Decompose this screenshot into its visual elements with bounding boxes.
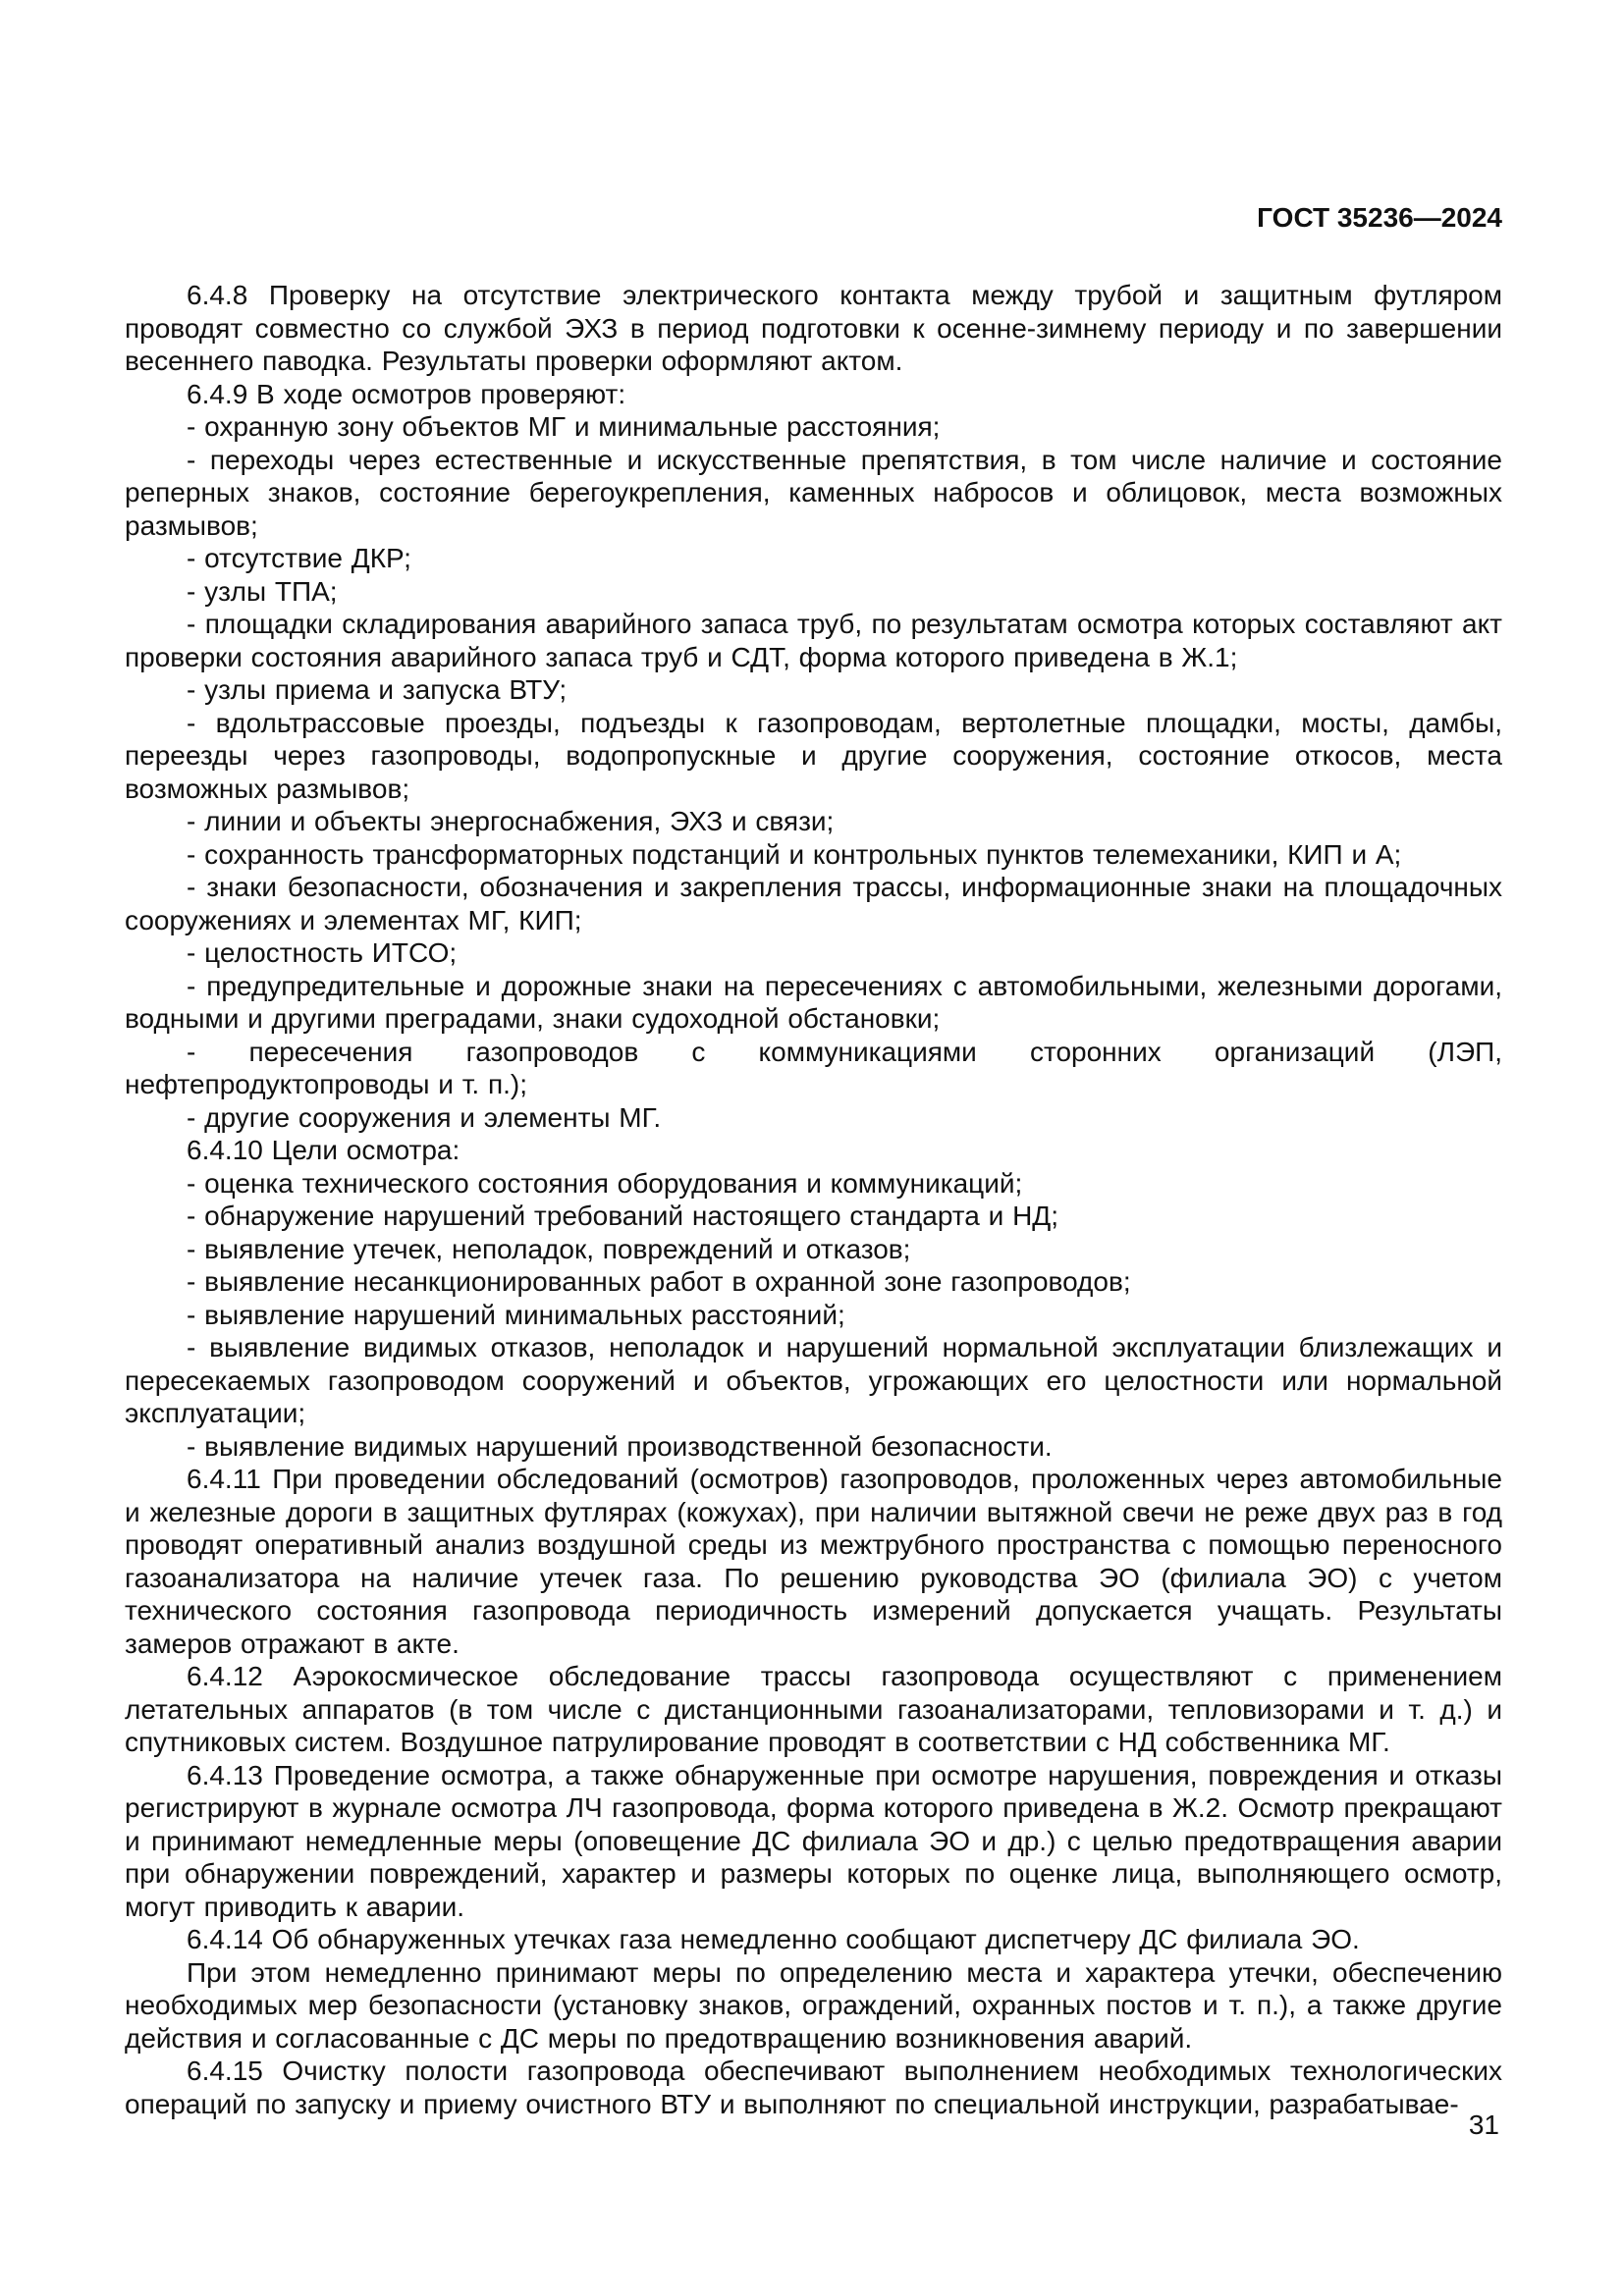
paragraph: - пересечения газопроводов с коммуникациями сторонних организаций (ЛЭП, нефтепродуктопроводы и т. п.); [125, 1036, 1502, 1099]
paragraph: 6.4.10 Цели осмотра: [187, 1135, 460, 1165]
paragraph: - целостность ИТСО; [187, 937, 458, 968]
paragraph: - обнаружение нарушений требований настоящего стандарта и НД; [187, 1201, 1059, 1231]
paragraph: - другие сооружения и элементы МГ. [187, 1101, 662, 1133]
paragraph: - знаки безопасности, обозначения и закрепления трассы, информационные знаки на площадочных сооружениях и элементах МГ, КИП; [125, 872, 1502, 935]
paragraph: - узлы ТПА; [187, 575, 338, 607]
paragraph: - предупредительные и дорожные знаки на пересечениях с автомобильными, железными дорогами, водными и другими преградами, знаки судоходной обстановки; [125, 970, 1502, 1034]
paragraph: - выявление видимых нарушений производственной безопасности. [187, 1430, 1053, 1462]
paragraph: - выявление видимых отказов, неполадок и нарушений нормальной эксплуатации близлежащих и пересекаемых газопроводом сооружений и объектов, угрожающих его целостности или нормальной эксплуатации; [125, 1332, 1502, 1428]
paragraph: 6.4.8 Проверку на отсутствие электрического контакта между трубой и защитным футляром проводят совместно со службой ЭХЗ в период подготовки к осенне-зимнему периоду и по завершении весеннего паводка. Результаты проверки оформляют актом. [125, 280, 1502, 376]
document-header: ГОСТ 35236—2024 [1257, 202, 1502, 233]
paragraph: - сохранность трансформаторных подстанций и контрольных пунктов телемеханики, КИП и А; [187, 838, 1402, 870]
paragraph: - выявление несанкционированных работ в охранной зоне газопроводов; [187, 1266, 1131, 1297]
paragraph: - вдольтрассовые проезды, подъезды к газопроводам, вертолетные площадки, мосты, дамбы, переезды через газопроводы, водопропускные и другие сооружения, состояние откосов, места возможных размывов; [125, 707, 1502, 804]
paragraph: 6.4.11 При проведении обследований (осмотров) газопроводов, проложенных через автомобильные и железные дороги в защитных футлярах (кожухах), при наличии вытяжной свечи не реже двух раз в год проводят оперативный анализ воздушной среды из межтрубного пространства с помощью переносного газоанализатора на наличие утечек газа. По решению руководства ЭО (филиала ЭО) с учетом технического состояния газопровода периодичность измерений допускается учащать. Результаты замеров отражают в акте. [125, 1464, 1502, 1659]
paragraph: 6.4.15 Очистку полости газопровода обеспечивают выполнением необходимых технологических операций по запуску и приему очистного ВТУ и выполняют по специальной инструкции, разрабатывае- [125, 2056, 1502, 2119]
page-number: 31 [1468, 2109, 1499, 2140]
paragraph: - линии и объекты энергоснабжения, ЭХЗ и связи; [187, 806, 835, 836]
paragraph: - переходы через естественные и искусственные препятствия, в том числе наличие и состояние реперных знаков, состояние берегоукрепления, каменных набросов и облицовок, места возможных размывов; [125, 444, 1502, 541]
paragraph: 6.4.13 Проведение осмотра, а также обнаруженные при осмотре нарушения, повреждения и отказы регистрируют в журнале осмотра ЛЧ газопровода, форма которого приведена в Ж.2. Осмотр прекращают и принимают немедленные меры (оповещение ДС филиала ЭО и др.) с целью предотвращения аварии при обнаружении повреждений, характер и размеры которых по оценке лица, выполняющего осмотр, могут приводить к аварии. [125, 1759, 1502, 1922]
paragraph: 6.4.14 Об обнаруженных утечках газа немедленно сообщают диспетчеру ДС филиала ЭО. [187, 1924, 1360, 1954]
paragraph: - узлы приема и запуска ВТУ; [187, 674, 568, 705]
paragraph: - выявление нарушений минимальных расстояний; [187, 1299, 845, 1330]
paragraph: При этом немедленно принимают меры по определению места и характера утечки, обеспечению необходимых мер безопасности (установку знаков, ограждений, охранных постов и т. п.), а также другие действия и согласованные с ДС меры по предотвращению возникновения аварий. [125, 1956, 1502, 2054]
paragraph: - площадки складирования аварийного запаса труб, по результатам осмотра которых составляют акт проверки состояния аварийного запаса труб и СДТ, форма которого приведена в Ж.1; [125, 609, 1502, 672]
paragraph: 6.4.12 Аэрокосмическое обследование трассы газопровода осуществляют с применением летательных аппаратов (в том числе с дистанционными газоанализаторами, тепловизорами и т. д.) и спутниковых систем. Воздушное патрулирование проводят в соответствии с НД собственника МГ. [125, 1661, 1502, 1757]
paragraph: 6.4.9 В ходе осмотров проверяют: [187, 378, 626, 409]
paragraph: - оценка технического состояния оборудования и коммуникаций; [187, 1167, 1023, 1199]
document-body [125, 279, 1502, 2120]
paragraph: - отсутствие ДКР; [187, 543, 411, 573]
paragraph: - выявление утечек, неполадок, повреждений и отказов; [187, 1233, 911, 1264]
paragraph: - охранную зону объектов МГ и минимальные расстояния; [187, 411, 941, 442]
